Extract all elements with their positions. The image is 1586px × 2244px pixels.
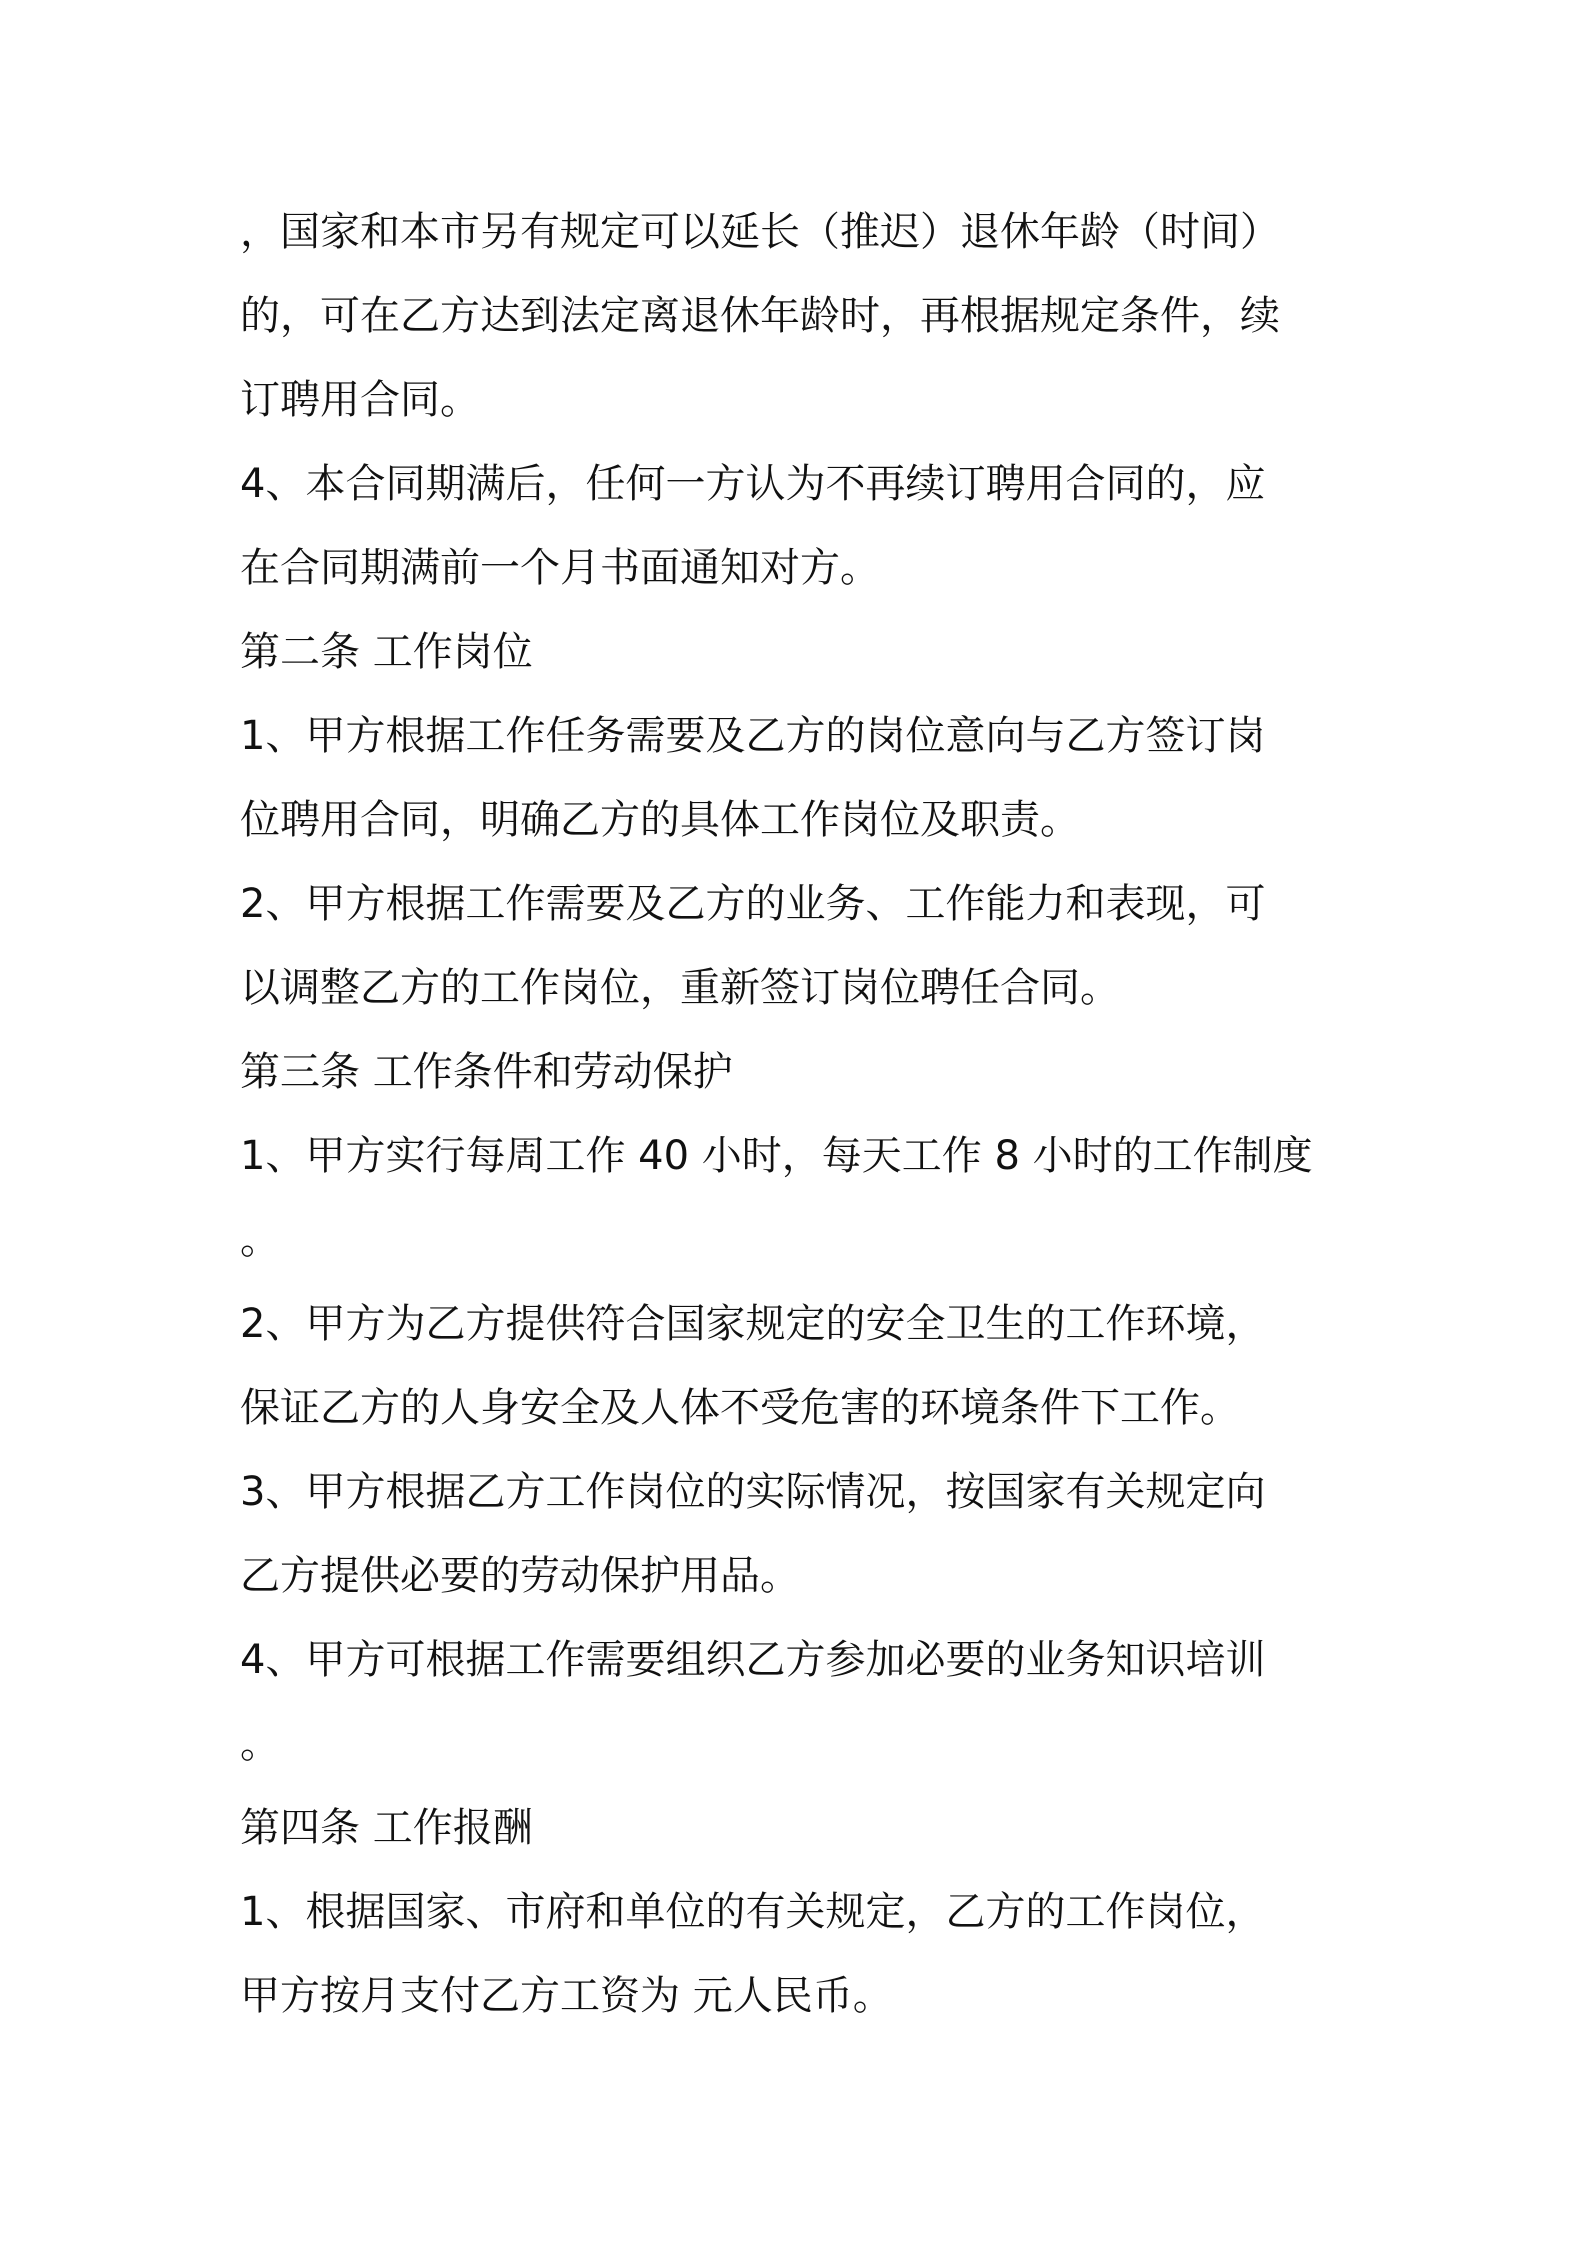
text-line: 4、本合同期满后，任何一方认为不再续订聘用合同的，应 [240, 461, 1266, 507]
text-line: 。 [240, 1217, 280, 1263]
text-line: 以调整乙方的工作岗位，重新签订岗位聘任合同。 [240, 965, 1120, 1011]
text-line: 乙方提供必要的劳动保护用品。 [240, 1553, 800, 1599]
text-line: 1、甲方根据工作任务需要及乙方的岗位意向与乙方签订岗 [240, 713, 1266, 759]
section-heading: 第四条 工作报酬 [240, 1805, 533, 1851]
text-line: 。 [240, 1721, 280, 1767]
text-line: ，国家和本市另有规定可以延长（推迟）退休年龄（时间） [240, 209, 1280, 255]
text-line: 甲方按月支付乙方工资为 元人民币。 [240, 1973, 893, 2019]
document-body [240, 190, 1360, 2038]
text-line: 在合同期满前一个月书面通知对方。 [240, 545, 880, 591]
text-line: 2、甲方为乙方提供符合国家规定的安全卫生的工作环境， [240, 1301, 1266, 1347]
text-line: 3、甲方根据乙方工作岗位的实际情况，按国家有关规定向 [240, 1469, 1266, 1515]
text-line: 1、甲方实行每周工作 40 小时，每天工作 8 小时的工作制度 [240, 1133, 1313, 1179]
text-line: 2、甲方根据工作需要及乙方的业务、工作能力和表现，可 [240, 881, 1266, 927]
section-heading: 第二条 工作岗位 [240, 629, 533, 675]
text-line: 位聘用合同，明确乙方的具体工作岗位及职责。 [240, 797, 1080, 843]
text-line: 4、甲方可根据工作需要组织乙方参加必要的业务知识培训 [240, 1637, 1266, 1683]
text-line: 订聘用合同。 [240, 377, 480, 423]
text-line: 的，可在乙方达到法定离退休年龄时，再根据规定条件，续 [240, 293, 1280, 339]
text-line: 1、根据国家、市府和单位的有关规定，乙方的工作岗位， [240, 1889, 1266, 1935]
section-heading: 第三条 工作条件和劳动保护 [240, 1049, 733, 1095]
text-line: 保证乙方的人身安全及人体不受危害的环境条件下工作。 [240, 1385, 1240, 1431]
